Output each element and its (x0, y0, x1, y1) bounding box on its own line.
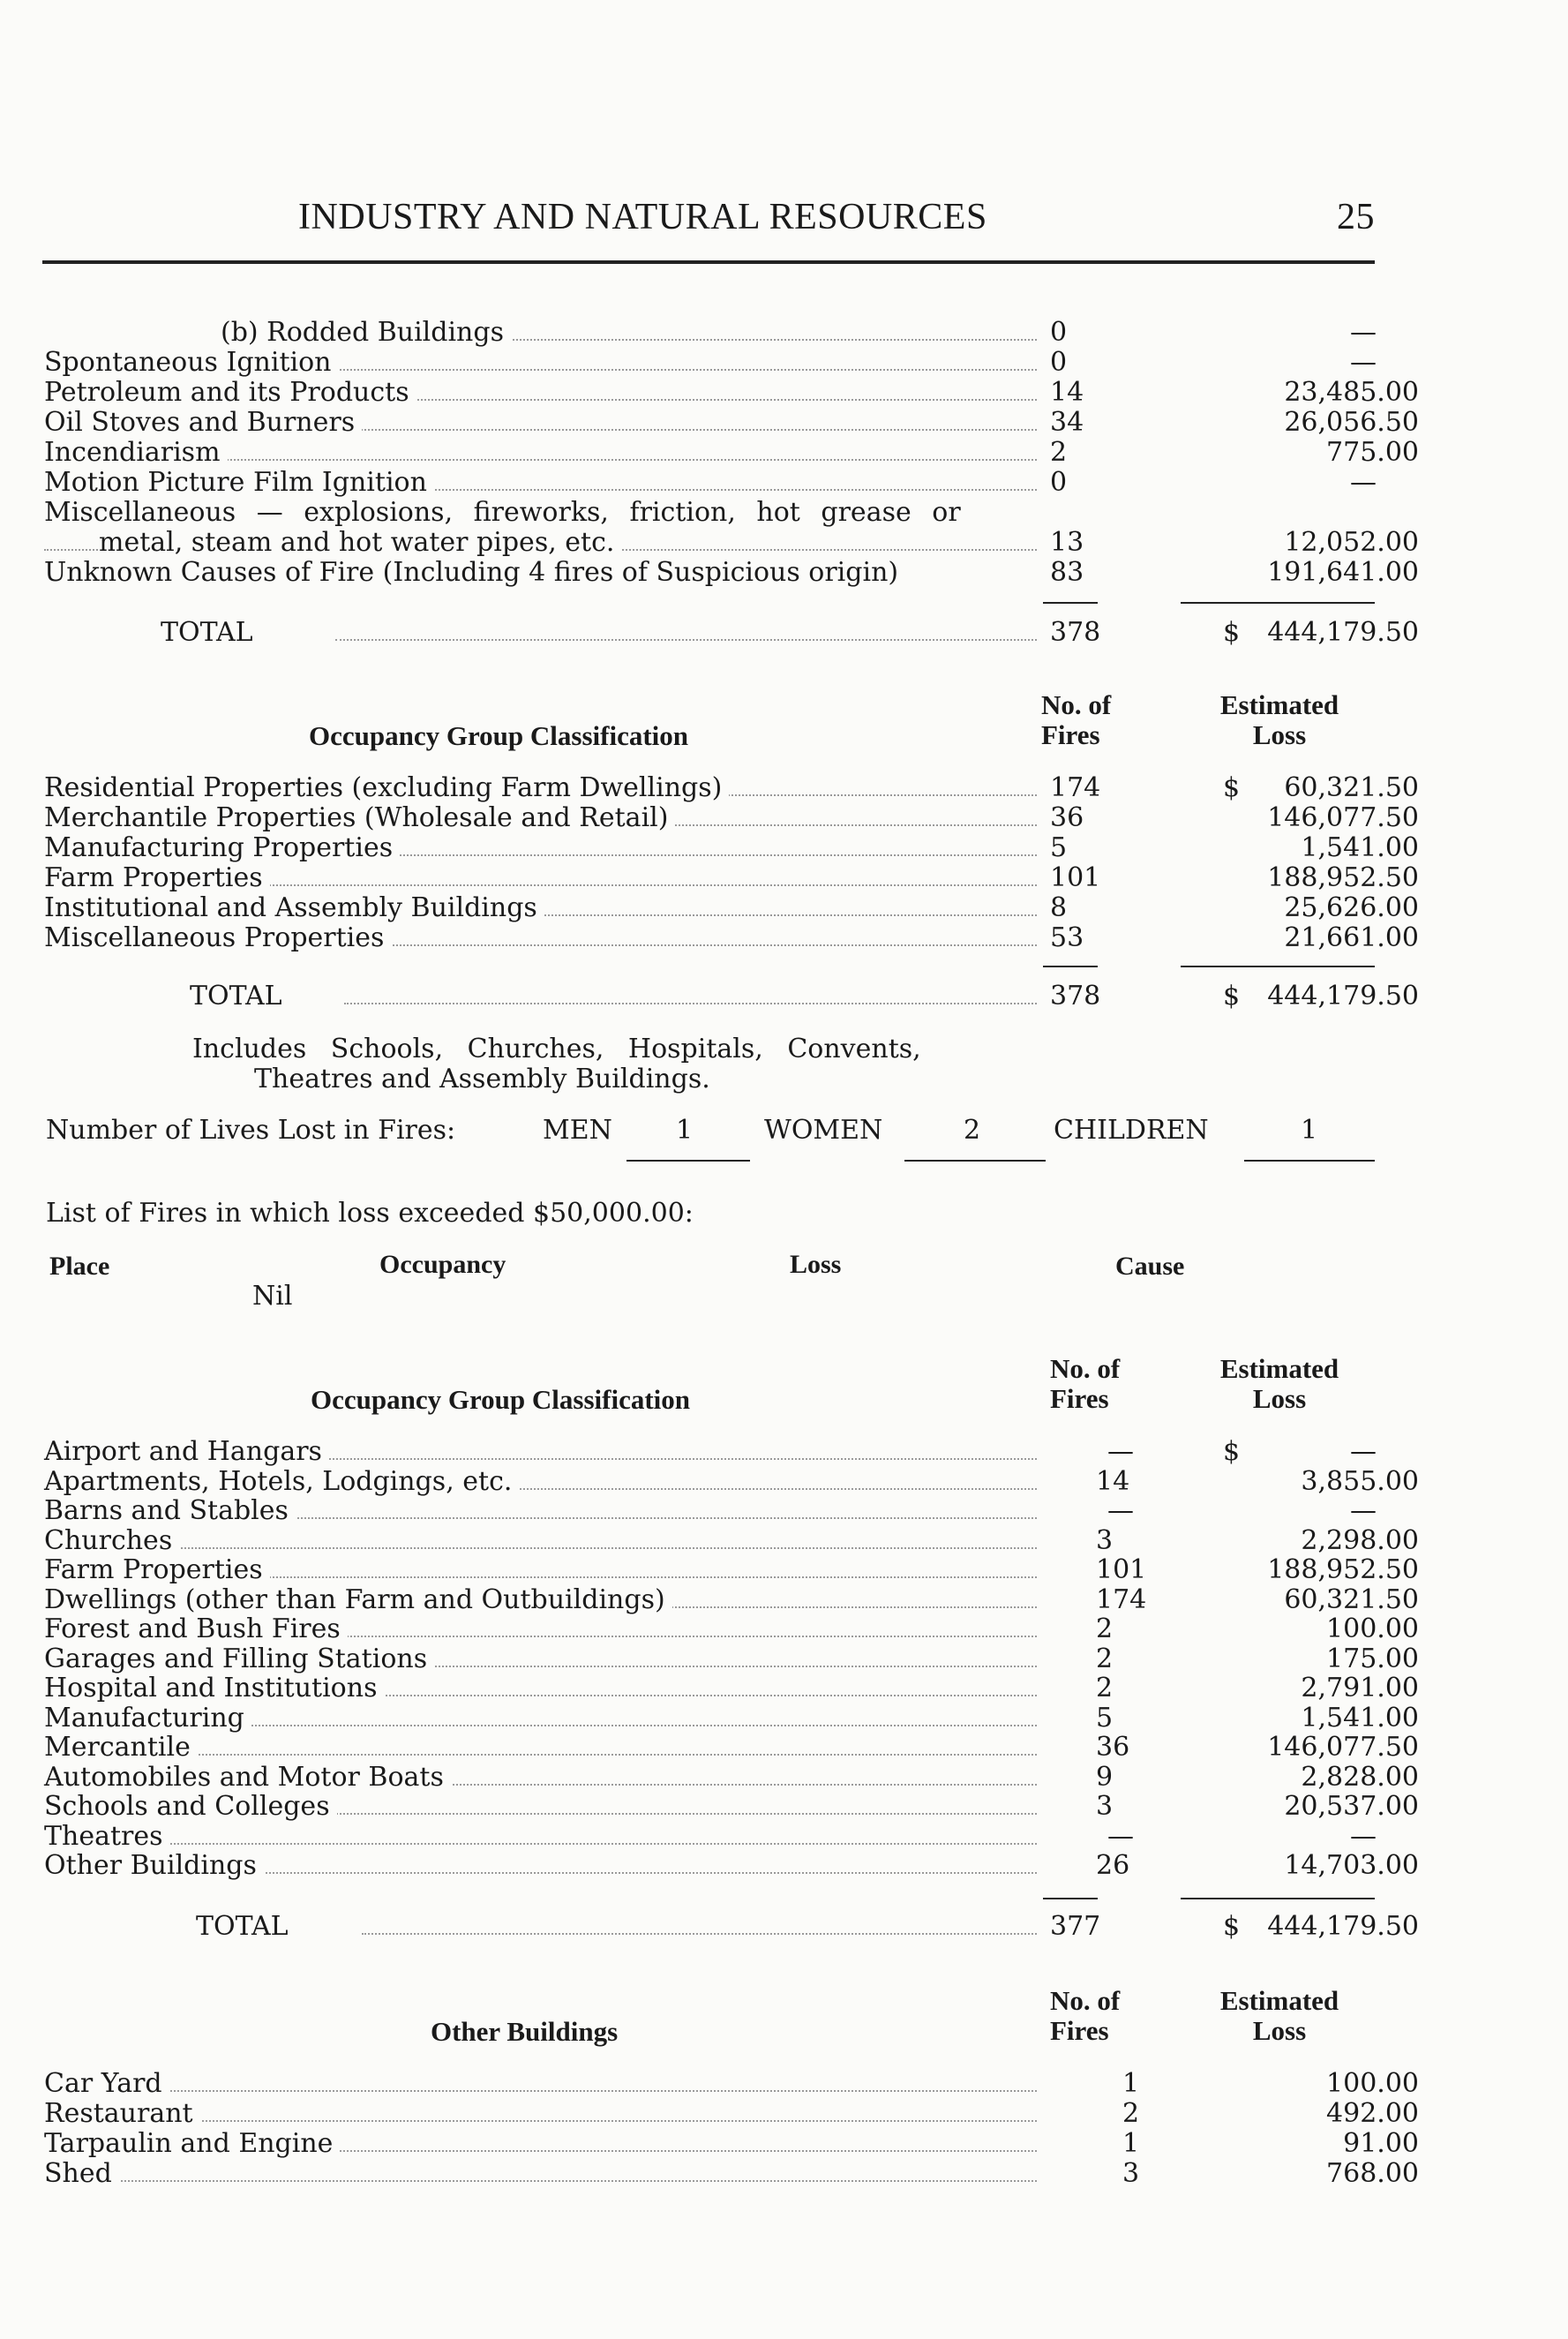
row-loss: 20,537.00 (1284, 1791, 1419, 1822)
table-row (44, 557, 1419, 588)
row-label: Incendiarism (44, 438, 228, 468)
table-row (44, 832, 1419, 863)
row-fires: 174 (1050, 772, 1101, 803)
row-fires: 9 (1096, 1761, 1114, 1793)
total-loss: 444,179.50 (1267, 981, 1419, 1012)
col-header-cause: Cause (1115, 1252, 1185, 1281)
row-fires: 26 (1096, 1850, 1130, 1881)
nil-value: Nil (252, 1281, 293, 1312)
row-loss: — (1350, 467, 1377, 498)
table-row (44, 407, 1419, 438)
row-fires: 13 (1050, 527, 1084, 558)
men-label: MEN (543, 1115, 612, 1146)
row-label: Miscellaneous Properties (44, 923, 391, 953)
col-header-occupancy: Occupancy (379, 1250, 506, 1279)
row-label: Tarpaulin and Engine (44, 2129, 340, 2159)
total-loss: 444,179.50 (1267, 617, 1419, 648)
row-loss: 2,791.00 (1301, 1673, 1419, 1703)
col-header-loss-line1: Estimated (1219, 1985, 1339, 2016)
row-fires: 2 (1122, 2098, 1140, 2129)
table-row (44, 348, 1377, 378)
row-label: Restaurant (44, 2099, 200, 2129)
row-label: Institutional and Assembly Buildings (44, 893, 544, 923)
row-label: Manufacturing Properties (44, 833, 400, 863)
row-fires: 36 (1050, 802, 1084, 833)
total-fires: 377 (1050, 1911, 1101, 1942)
row-label: (b) Rodded Buildings (221, 318, 511, 348)
row-loss: — (1350, 317, 1377, 348)
row-fires: 101 (1050, 862, 1101, 893)
row-label: Mercantile (44, 1733, 198, 1763)
row-loss: 100.00 (1326, 2068, 1419, 2099)
row-loss: — (1350, 1495, 1377, 1526)
row-loss: — (1350, 1436, 1377, 1467)
table-row (44, 1524, 1419, 1556)
col-header-loss-line1: Estimated (1219, 1353, 1339, 1384)
sum-rule (1181, 1898, 1375, 1899)
table-row (44, 377, 1419, 408)
col-header-loss-line2: Loss (1252, 1383, 1307, 1414)
row-dots (44, 2180, 1037, 2182)
women-label: WOMEN (764, 1115, 883, 1146)
row-label: Other Buildings (44, 1851, 264, 1881)
total-row (44, 1911, 1419, 1942)
row-loss: 1,541.00 (1301, 832, 1419, 863)
sum-rule (1043, 602, 1098, 604)
sum-rule (1043, 966, 1098, 967)
page-title: INDUSTRY AND NATURAL RESOURCES (298, 197, 987, 237)
row-loss: 21,661.00 (1284, 922, 1419, 953)
row-loss: 60,321.50 (1284, 1583, 1419, 1615)
table-row (44, 1643, 1419, 1674)
section-title: Occupancy Group Classification (311, 1384, 691, 1415)
row-fires: 34 (1050, 407, 1084, 438)
row-label: Residential Properties (excluding Farm Dwellings) (44, 773, 729, 803)
row-loss: 175.00 (1326, 1643, 1419, 1674)
row-label: Motion Picture Film Ignition (44, 468, 434, 498)
row-dollar: $ (1223, 1436, 1241, 1467)
row-label: Farm Properties (44, 1555, 270, 1585)
row-dots (44, 1547, 1037, 1549)
row-fires: 3 (1096, 1791, 1114, 1822)
row-loss: 12,052.00 (1284, 527, 1419, 558)
col-header-fires (1050, 1354, 1147, 1414)
row-fires: 2 (1096, 1643, 1114, 1674)
col-header-fires-line2: Fires (1050, 2015, 1109, 2046)
row-label: Automobiles and Motor Boats (44, 1763, 451, 1793)
row-label: Merchantile Properties (Wholesale and Retail) (44, 803, 675, 833)
row-dots (44, 2090, 1037, 2092)
row-fires: 83 (1050, 557, 1084, 588)
row-fires: 2 (1096, 1613, 1114, 1644)
row-label: Theatres (44, 1822, 170, 1852)
total-fires: 378 (1050, 981, 1101, 1012)
row-loss: 2,298.00 (1301, 1524, 1419, 1556)
total-label: TOTAL (161, 618, 260, 648)
col-header-fires-line2: Fires (1041, 719, 1100, 750)
children-label: CHILDREN (1054, 1115, 1209, 1146)
total-fires: 378 (1050, 617, 1101, 648)
row-fires: 1 (1122, 2068, 1140, 2099)
row-fires: 36 (1096, 1732, 1130, 1763)
col-header-fires-line2: Fires (1050, 1383, 1109, 1414)
row-label: Barns and Stables (44, 1496, 296, 1526)
row-label: Airport and Hangars (44, 1437, 329, 1467)
table-row (44, 318, 1377, 348)
table-row (44, 1791, 1419, 1822)
table-row (44, 862, 1419, 893)
table-row-misc-line1 (44, 498, 1377, 528)
col-header-fires (1050, 1986, 1147, 2046)
row-fires: 101 (1096, 1554, 1147, 1585)
table-row (44, 892, 1419, 923)
sum-rule (1181, 966, 1375, 967)
table-row (44, 1465, 1419, 1497)
table-row (44, 527, 1419, 558)
total-loss: 444,179.50 (1267, 1911, 1419, 1942)
row-fires: 0 (1050, 317, 1068, 348)
children-underline (1244, 1160, 1375, 1162)
row-fires: 2 (1050, 437, 1068, 468)
row-label: Forest and Bush Fires (44, 1614, 348, 1644)
row-label: Petroleum and its Products (44, 378, 416, 408)
row-fires: — (1107, 1495, 1134, 1526)
row-loss: 146,077.50 (1267, 1732, 1419, 1763)
lives-lost-label: Number of Lives Lost in Fires: (46, 1115, 456, 1146)
row-loss: 25,626.00 (1284, 892, 1419, 923)
row-loss: 100.00 (1326, 1613, 1419, 1644)
table-row (44, 772, 1419, 803)
col-header-fires-line1: No. of (1050, 1353, 1121, 1384)
total-row (44, 981, 1419, 1012)
col-header-place: Place (49, 1252, 110, 1281)
sum-rule (1043, 1898, 1098, 1899)
col-header-loss: Loss (790, 1250, 842, 1279)
running-header (42, 196, 1375, 238)
row-label: Farm Properties (44, 863, 270, 893)
children-count: 1 (1301, 1115, 1318, 1146)
table-row (44, 1822, 1377, 1852)
row-fires: — (1107, 1820, 1134, 1852)
table-row (44, 1673, 1419, 1703)
row-fires: 0 (1050, 347, 1068, 378)
large-fires-label: List of Fires in which loss exceeded $50,000.00: (46, 1198, 694, 1229)
col-header-fires-line1: No. of (1041, 689, 1112, 720)
col-header-fires (1041, 690, 1138, 750)
table-row (44, 2098, 1419, 2129)
table-row (44, 2158, 1419, 2189)
row-label: Oil Stoves and Burners (44, 408, 362, 438)
total-label: TOTAL (190, 981, 289, 1012)
page-number: 25 (1337, 197, 1375, 237)
header-rule (42, 260, 1375, 264)
row-label: Schools and Colleges (44, 1792, 337, 1822)
row-fires: 2 (1096, 1673, 1114, 1703)
col-header-fires-line1: No. of (1050, 1985, 1121, 2016)
table-row (44, 1761, 1419, 1793)
men-underline (626, 1160, 750, 1162)
row-loss: 3,855.00 (1301, 1465, 1419, 1497)
row-loss: 188,952.50 (1267, 1554, 1419, 1585)
total-dollar: $ (1223, 981, 1241, 1012)
row-label: Miscellaneous — explosions, fireworks, friction, hot grease or (44, 498, 968, 528)
col-header-loss-line1: Estimated (1219, 689, 1339, 720)
row-label: Hospital and Institutions (44, 1673, 384, 1703)
row-fires: 3 (1122, 2158, 1140, 2189)
row-fires: 174 (1096, 1583, 1147, 1615)
sum-rule (1181, 602, 1375, 604)
row-label: Car Yard (44, 2069, 169, 2099)
row-label: Manufacturing (44, 1703, 251, 1734)
row-loss: 14,703.00 (1284, 1850, 1419, 1881)
row-label: Unknown Causes of Fire (Including 4 fires of Suspicious origin) (44, 558, 905, 588)
col-header-loss (1182, 690, 1377, 750)
table-row (44, 437, 1419, 468)
col-header-loss-line2: Loss (1252, 2015, 1307, 2046)
table-row (44, 1702, 1419, 1734)
table-row (44, 1850, 1419, 1881)
note-line-1: Includes Schools, Churches, Hospitals, Convents, (192, 1034, 921, 1064)
row-fires: 53 (1050, 922, 1084, 953)
row-fires: 14 (1050, 377, 1084, 408)
col-header-loss (1182, 1354, 1377, 1414)
row-dollar: $ (1223, 772, 1241, 803)
table-row (44, 2128, 1419, 2159)
row-label: Garages and Filling Stations (44, 1644, 434, 1674)
row-fires: 5 (1096, 1702, 1114, 1734)
row-loss: 492.00 (1326, 2098, 1419, 2129)
row-loss: 188,952.50 (1267, 862, 1419, 893)
note-line-2: Theatres and Assembly Buildings. (254, 1064, 710, 1094)
row-loss: 146,077.50 (1267, 802, 1419, 833)
row-label: Spontaneous Ignition (44, 348, 338, 378)
row-loss: — (1350, 347, 1377, 378)
table-row (44, 1583, 1419, 1615)
table-row (44, 802, 1419, 833)
row-fires: — (1107, 1436, 1134, 1467)
total-label: TOTAL (196, 1912, 296, 1942)
table-row (44, 468, 1377, 498)
table-row (44, 1613, 1419, 1644)
row-loss: — (1350, 1820, 1377, 1852)
women-count: 2 (964, 1115, 981, 1146)
row-fires: 5 (1050, 832, 1068, 863)
row-loss: 191,641.00 (1267, 557, 1419, 588)
row-label: metal, steam and hot water pipes, etc. (99, 528, 621, 558)
row-loss: 768.00 (1326, 2158, 1419, 2189)
section-title: Occupancy Group Classification (309, 720, 689, 751)
row-loss: 2,828.00 (1301, 1761, 1419, 1793)
row-label: Dwellings (other than Farm and Outbuildings) (44, 1585, 672, 1615)
row-fires: 3 (1096, 1524, 1114, 1556)
row-loss: 775.00 (1326, 437, 1419, 468)
row-loss: 1,541.00 (1301, 1702, 1419, 1734)
row-dots (44, 1843, 1037, 1845)
row-fires: 1 (1122, 2128, 1140, 2159)
row-loss: 60,321.50 (1284, 772, 1419, 803)
row-label: Churches (44, 1526, 179, 1556)
row-fires: 8 (1050, 892, 1068, 923)
table-row (44, 1732, 1419, 1763)
table-row (44, 1496, 1377, 1526)
total-row (44, 617, 1419, 648)
row-loss: 91.00 (1343, 2128, 1419, 2159)
table-row (44, 2068, 1419, 2099)
section-title: Other Buildings (431, 2016, 619, 2047)
row-loss: 26,056.50 (1284, 407, 1419, 438)
table-row (44, 1437, 1377, 1467)
table-row (44, 922, 1419, 953)
total-dollar: $ (1223, 617, 1241, 648)
table-row (44, 1554, 1419, 1585)
row-label: Shed (44, 2159, 119, 2189)
row-fires: 14 (1096, 1465, 1130, 1497)
men-count: 1 (676, 1115, 694, 1146)
row-fires: 0 (1050, 467, 1068, 498)
row-label: Apartments, Hotels, Lodgings, etc. (44, 1467, 519, 1497)
total-dollar: $ (1223, 1911, 1241, 1942)
col-header-loss (1182, 1986, 1377, 2046)
women-underline (904, 1160, 1046, 1162)
row-loss: 23,485.00 (1284, 377, 1419, 408)
col-header-loss-line2: Loss (1252, 719, 1307, 750)
